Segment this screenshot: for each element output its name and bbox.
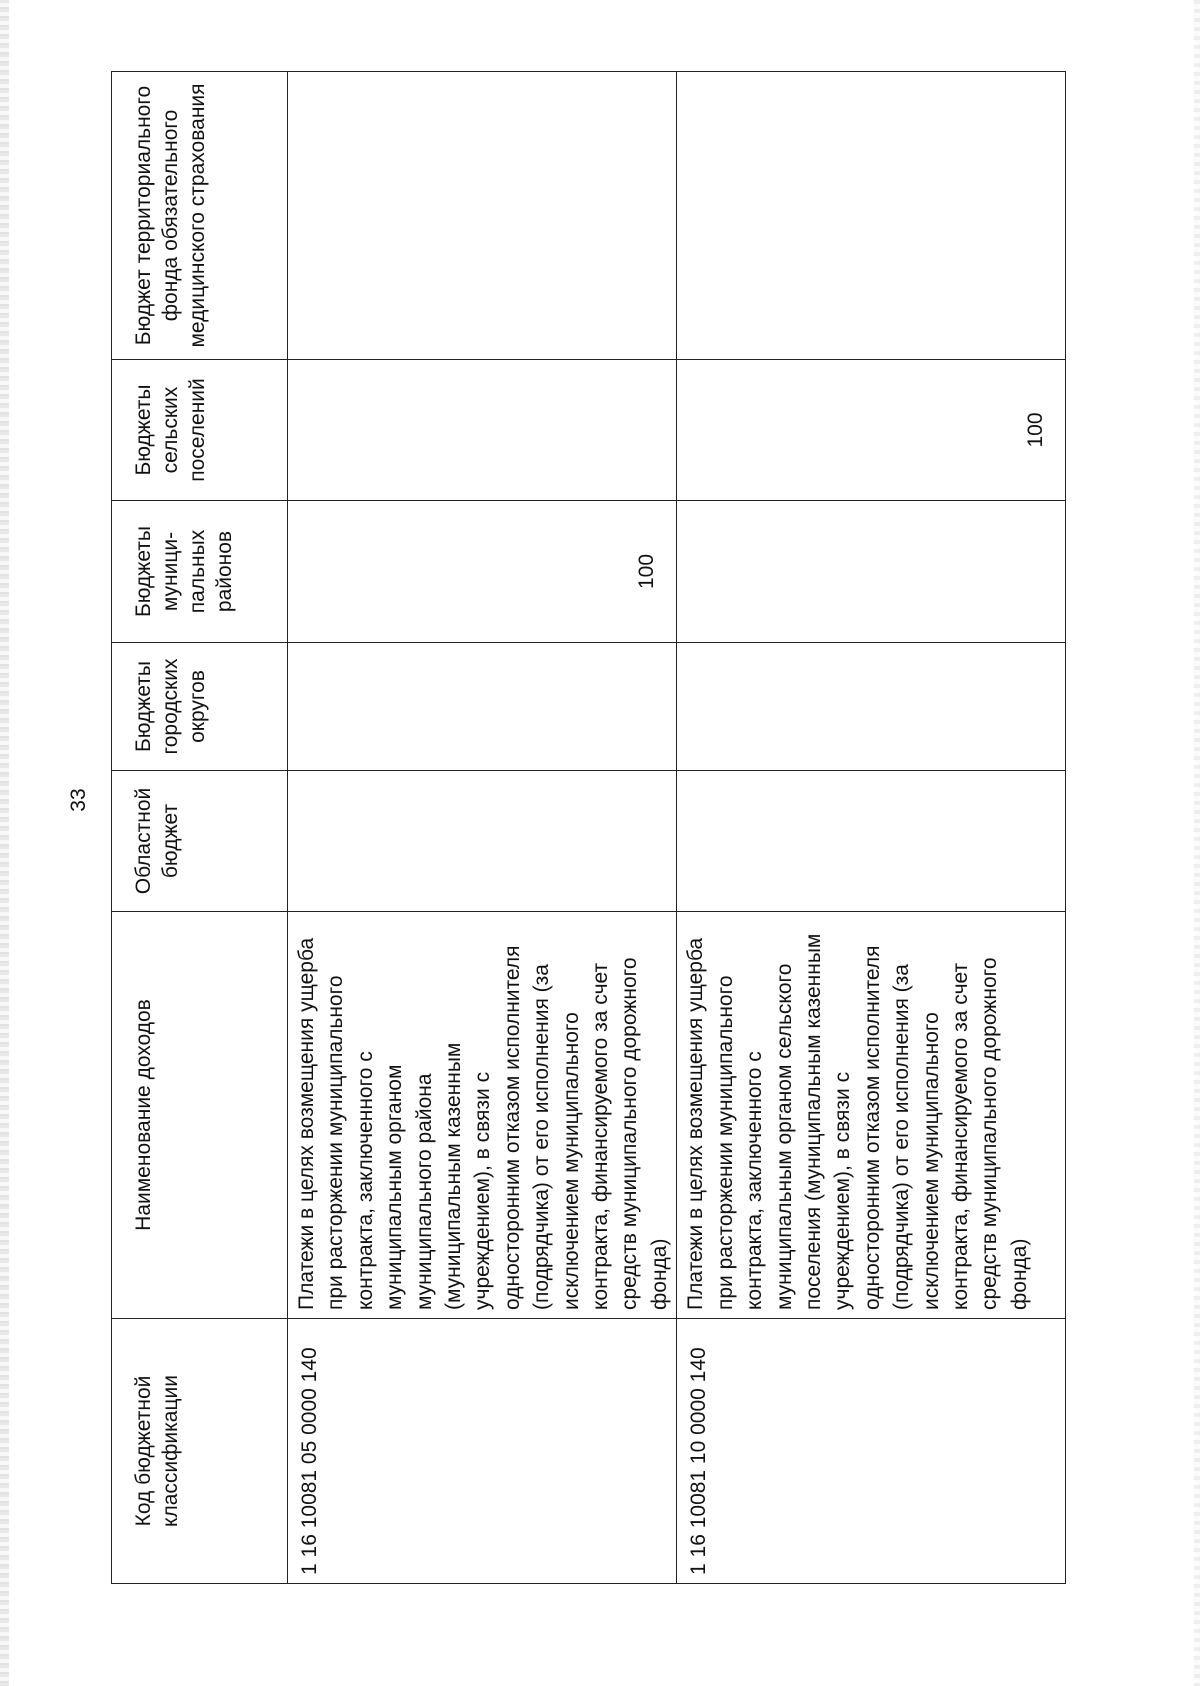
row-name: Платежи в целях возмещения ущерба при расторжении муниципального контракта, заключенного с муниципальным органом сельского поселения (муниципальным казенным учреждением), в связи с односторонним отказом исполнителя (подрядчика) от его исполнения (за исключением муниципального контракта, финансируемого за счет средств муниципального дорожного фонда): [677, 912, 1066, 1319]
rotated-table-frame: [111, 72, 1065, 1584]
header-code: Код бюджетной классификации: [112, 1319, 288, 1584]
table-row: [677, 72, 1066, 1584]
header-urban-districts: Бюджеты городских округов: [112, 643, 288, 771]
header-regional-budget: Областной бюджет: [112, 771, 288, 912]
row-name: Платежи в целях возмещения ущерба при расторжении муниципального контракта, заключенного с муниципальным органом муниципального района (муниципальным казенным учреждением), в связи с односторонним отказом исполнителя (подрядчика) от его исполнения (за исключением муниципального контракта, финансируемого за счет средств муниципального дорожного фонда): [288, 912, 677, 1319]
header-municipal-districts: Бюджеты муници-пальных районов: [112, 501, 288, 643]
row-regional-value: [677, 771, 1066, 912]
row-rural-value: [288, 360, 677, 501]
header-rural-settlements: Бюджеты сельских поселений: [112, 360, 288, 501]
row-code: 1 16 10081 05 0000 140: [288, 1319, 677, 1584]
scan-edge-right: [1194, 0, 1200, 1686]
row-municipal-value: [677, 501, 1066, 643]
row-tfoms-value: [677, 72, 1066, 360]
row-municipal-value: 100: [288, 501, 677, 643]
row-urban-value: [677, 643, 1066, 771]
table-header-row: [112, 72, 288, 1584]
header-tfoms: Бюджет территориального фонда обязательного медицинского страхования: [112, 72, 288, 360]
row-tfoms-value: [288, 72, 677, 360]
row-rural-value: 100: [677, 360, 1066, 501]
scan-edge-left: [0, 0, 9, 1686]
row-code: 1 16 10081 10 0000 140: [677, 1319, 1066, 1584]
header-name: Наименование доходов: [112, 912, 288, 1319]
row-urban-value: [288, 643, 677, 771]
table-row: [288, 72, 677, 1584]
page-number: 33: [67, 788, 90, 812]
row-regional-value: [288, 771, 677, 912]
revenue-table: [111, 71, 1066, 1584]
rotated-table-container: [111, 72, 1065, 1584]
